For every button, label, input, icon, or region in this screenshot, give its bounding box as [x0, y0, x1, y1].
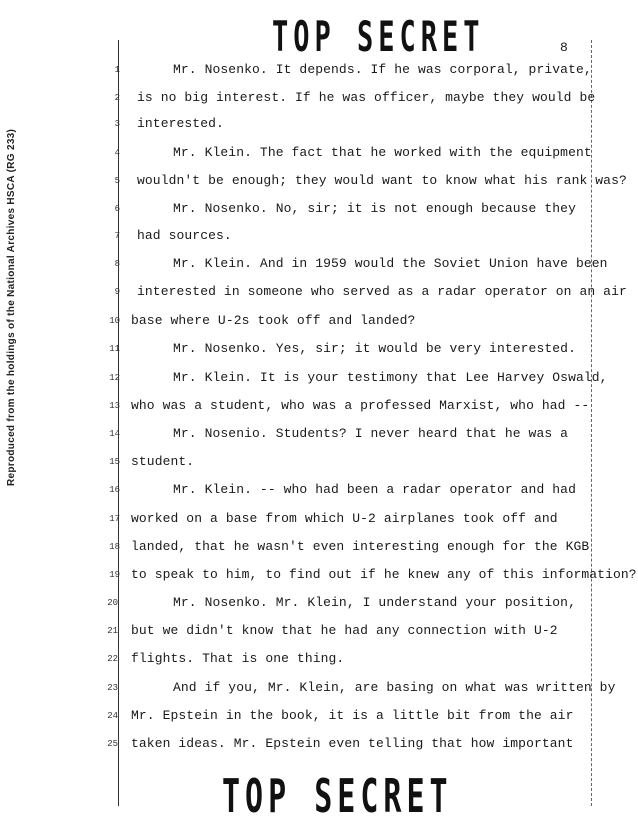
transcript-line: Mr. Nosenko. It depends. If he was corporal, private,: [173, 62, 592, 77]
line-number: 15: [109, 457, 120, 467]
line-number: 10: [109, 316, 120, 326]
transcript-line: worked on a base from which U-2 airplanes took off and: [131, 511, 558, 526]
top-secret-stamp-bottom: TOP SECRET: [222, 770, 453, 825]
transcript-line: taken ideas. Mr. Epstein even telling that how important: [131, 736, 574, 751]
line-number: 6: [114, 204, 120, 214]
transcript-line: Mr. Epstein in the book, it is a little bit from the air: [131, 708, 574, 723]
transcript-line: Mr. Klein. And in 1959 would the Soviet Union have been: [173, 256, 608, 271]
line-number: 13: [109, 401, 120, 411]
line-number: 19: [109, 570, 120, 580]
transcript-line: is no big interest. If he was officer, maybe they would be: [137, 90, 596, 105]
line-number: 23: [107, 683, 118, 693]
line-number: 5: [114, 176, 120, 186]
transcript-line: Mr. Klein. The fact that he worked with the equipment: [173, 145, 592, 160]
transcript-line: Mr. Nosenko. No, sir; it is not enough because they: [173, 201, 576, 216]
line-number: 12: [109, 373, 120, 383]
page-number: 8: [560, 40, 568, 55]
line-number: 20: [107, 598, 118, 608]
line-number: 3: [114, 119, 120, 129]
line-number: 22: [107, 654, 118, 664]
top-secret-stamp-top: TOP SECRET: [272, 14, 485, 63]
transcript-line: Mr. Nosenko. Yes, sir; it would be very interested.: [173, 341, 576, 356]
transcript-line: Mr. Klein. It is your testimony that Lee Harvey Oswald,: [173, 370, 608, 385]
line-number: 4: [114, 148, 120, 158]
line-number: 9: [114, 287, 120, 297]
line-number: 17: [109, 514, 120, 524]
transcript-line: but we didn't know that he had any connection with U-2: [131, 623, 558, 638]
transcript-line: And if you, Mr. Klein, are basing on what was written by: [173, 680, 616, 695]
transcript-line: wouldn't be enough; they would want to know what his rank was?: [137, 173, 627, 188]
line-number: 24: [107, 711, 118, 721]
line-number: 1: [114, 65, 120, 75]
transcript-line: had sources.: [137, 228, 232, 243]
transcript-line: who was a student, who was a professed Marxist, who had --: [131, 398, 590, 413]
transcript-line: interested in someone who served as a radar operator on an air: [137, 284, 627, 299]
line-number: 7: [114, 231, 120, 241]
line-number: 16: [109, 485, 120, 495]
transcript-line: Mr. Klein. -- who had been a radar operator and had: [173, 482, 576, 497]
line-number: 25: [107, 739, 118, 749]
line-number: 8: [114, 259, 120, 269]
line-number: 21: [107, 626, 118, 636]
archive-side-note: Reproduced from the holdings of the National Archives HSCA (RG 233): [6, 128, 17, 486]
transcript-line: Mr. Nosenko. Mr. Klein, I understand your position,: [173, 595, 576, 610]
transcript-line: student.: [131, 454, 195, 469]
transcript-line: flights. That is one thing.: [131, 651, 345, 666]
transcript-line: landed, that he wasn't even interesting enough for the KGB: [131, 539, 590, 554]
line-number: 2: [114, 93, 120, 103]
transcript-line: base where U-2s took off and landed?: [131, 313, 416, 328]
transcript-line: Mr. Nosenio. Students? I never heard that he was a: [173, 426, 569, 441]
line-number: 14: [109, 429, 120, 439]
transcript-line: to speak to him, to find out if he knew any of this information?: [131, 567, 637, 582]
line-number: 11: [109, 344, 120, 354]
transcript-line: interested.: [137, 116, 224, 131]
line-number: 18: [109, 542, 120, 552]
